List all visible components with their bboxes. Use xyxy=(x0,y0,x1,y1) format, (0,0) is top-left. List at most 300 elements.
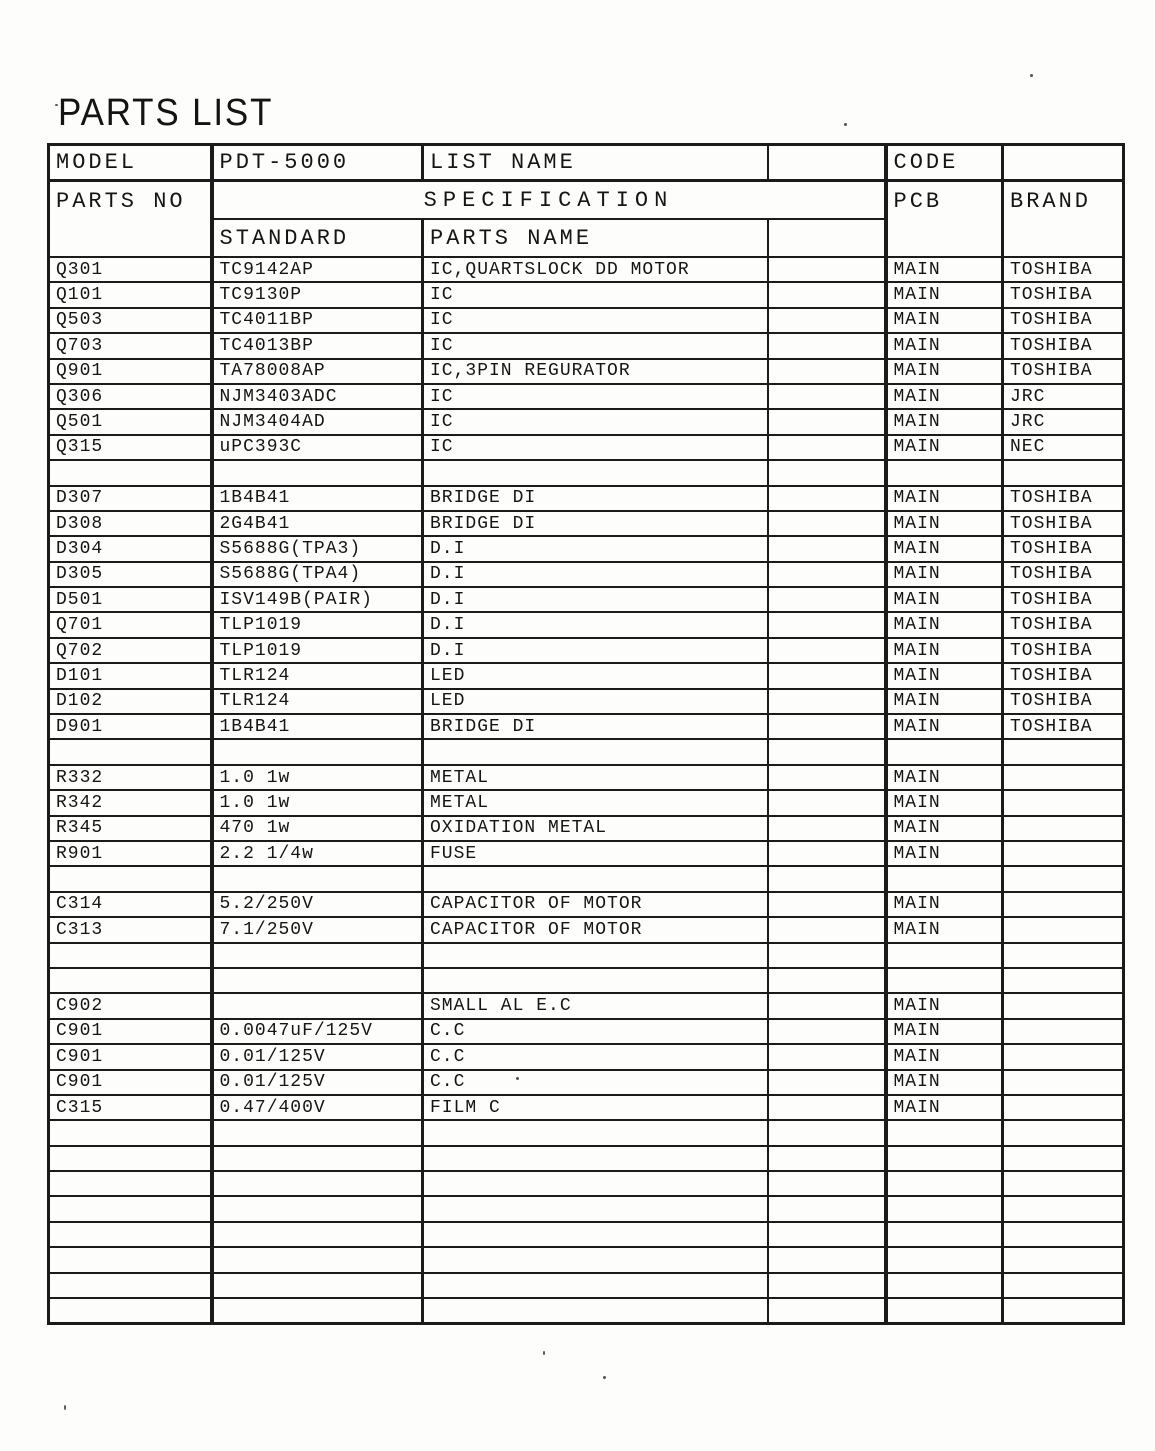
parts-name-cell: D.I xyxy=(423,612,768,637)
spacer-cell xyxy=(768,790,886,815)
parts-no-cell: Q306 xyxy=(49,384,212,409)
pcb-cell: MAIN xyxy=(886,892,1003,917)
parts-no-cell xyxy=(49,968,212,993)
brand-cell xyxy=(1003,460,1124,485)
table-row xyxy=(49,1247,1124,1272)
brand-cell: JRC xyxy=(1003,384,1124,409)
parts-name-cell xyxy=(423,866,768,891)
pcb-cell: MAIN xyxy=(886,689,1003,714)
standard-cell xyxy=(212,1298,423,1324)
parts-name-cell: BRIDGE DI xyxy=(423,486,768,511)
brand-cell: TOSHIBA xyxy=(1003,486,1124,511)
brand-cell: NEC xyxy=(1003,435,1124,460)
model-label-cell: MODEL xyxy=(49,145,212,181)
brand-cell xyxy=(1003,1273,1124,1298)
brand-cell: TOSHIBA xyxy=(1003,562,1124,587)
table-row xyxy=(49,460,1124,485)
pcb-cell: MAIN xyxy=(886,282,1003,307)
brand-cell: JRC xyxy=(1003,409,1124,434)
parts-no-cell xyxy=(49,943,212,968)
table-row xyxy=(49,866,1124,891)
table-row xyxy=(49,562,1124,587)
table-row xyxy=(49,739,1124,764)
brand-cell xyxy=(1003,1171,1124,1196)
spacer-cell xyxy=(768,943,886,968)
spacer-cell xyxy=(768,638,886,663)
brand-label-cell: BRAND xyxy=(1003,181,1124,258)
standard-cell: 470 1w xyxy=(212,816,423,841)
parts-name-cell xyxy=(423,943,768,968)
brand-cell xyxy=(1003,1298,1124,1324)
spacer-cell xyxy=(768,282,886,307)
pcb-cell: MAIN xyxy=(886,486,1003,511)
standard-cell xyxy=(212,1171,423,1196)
parts-name-cell: BRIDGE DI xyxy=(423,714,768,739)
spacer-cell xyxy=(768,1095,886,1120)
standard-cell: 1.0 1w xyxy=(212,765,423,790)
parts-name-cell: OXIDATION METAL xyxy=(423,816,768,841)
pcb-cell: MAIN xyxy=(886,612,1003,637)
table-row xyxy=(49,435,1124,460)
parts-name-cell: CAPACITOR OF MOTOR xyxy=(423,917,768,942)
parts-no-cell: Q701 xyxy=(49,612,212,637)
parts-list-table xyxy=(47,143,1125,1325)
parts-name-cell: SMALL AL E.C xyxy=(423,993,768,1018)
spacer-cell xyxy=(768,308,886,333)
pcb-cell xyxy=(886,739,1003,764)
parts-name-cell xyxy=(423,1222,768,1247)
scan-speck xyxy=(1030,74,1033,77)
pcb-cell: MAIN xyxy=(886,841,1003,866)
standard-cell: TA78008AP xyxy=(212,359,423,384)
blank-header-cell xyxy=(768,145,886,181)
spacer-cell xyxy=(768,866,886,891)
parts-name-cell: CAPACITOR OF MOTOR xyxy=(423,892,768,917)
parts-name-cell xyxy=(423,1273,768,1298)
pcb-cell: MAIN xyxy=(886,308,1003,333)
brand-cell: TOSHIBA xyxy=(1003,663,1124,688)
brand-cell xyxy=(1003,1196,1124,1221)
table-row xyxy=(49,1273,1124,1298)
standard-cell: TC9130P xyxy=(212,282,423,307)
standard-cell xyxy=(212,1273,423,1298)
standard-cell: 1B4B41 xyxy=(212,714,423,739)
brand-cell xyxy=(1003,943,1124,968)
table-row xyxy=(49,1196,1124,1221)
parts-name-cell: IC xyxy=(423,333,768,358)
pcb-cell: MAIN xyxy=(886,536,1003,561)
standard-cell: TLR124 xyxy=(212,663,423,688)
parts-name-cell: IC xyxy=(423,384,768,409)
standard-cell: 2G4B41 xyxy=(212,511,423,536)
table-row xyxy=(49,1222,1124,1247)
pcb-cell: MAIN xyxy=(886,1044,1003,1069)
scan-speck xyxy=(64,1405,66,1410)
parts-no-cell: Q501 xyxy=(49,409,212,434)
table-row xyxy=(49,663,1124,688)
parts-no-cell: D307 xyxy=(49,486,212,511)
parts-name-cell: D.I xyxy=(423,536,768,561)
table-row xyxy=(49,1044,1124,1069)
parts-no-cell: C902 xyxy=(49,993,212,1018)
pcb-cell xyxy=(886,943,1003,968)
spacer-cell xyxy=(768,384,886,409)
standard-cell: 7.1/250V xyxy=(212,917,423,942)
pcb-cell: MAIN xyxy=(886,993,1003,1018)
spacer-cell xyxy=(768,562,886,587)
parts-name-cell: IC xyxy=(423,409,768,434)
standard-cell: uPC393C xyxy=(212,435,423,460)
spacer-cell xyxy=(768,993,886,1018)
parts-name-cell: D.I xyxy=(423,638,768,663)
table-row xyxy=(49,1298,1124,1324)
brand-cell xyxy=(1003,1247,1124,1272)
parts-no-cell: C901 xyxy=(49,1070,212,1095)
spacer-cell xyxy=(768,460,886,485)
pcb-cell: MAIN xyxy=(886,714,1003,739)
spacer-cell xyxy=(768,816,886,841)
parts-name-cell: LED xyxy=(423,663,768,688)
brand-cell: TOSHIBA xyxy=(1003,587,1124,612)
spacer-cell xyxy=(768,1247,886,1272)
spacer-cell xyxy=(768,1120,886,1145)
parts-no-cell: Q901 xyxy=(49,359,212,384)
parts-name-cell: IC,QUARTSLOCK DD MOTOR xyxy=(423,257,768,282)
pcb-cell: MAIN xyxy=(886,1095,1003,1120)
standard-cell xyxy=(212,460,423,485)
brand-cell xyxy=(1003,1044,1124,1069)
spacer-cell xyxy=(768,765,886,790)
pcb-cell: MAIN xyxy=(886,359,1003,384)
standard-cell xyxy=(212,968,423,993)
table-row xyxy=(49,1171,1124,1196)
spacer-cell xyxy=(768,409,886,434)
parts-name-cell xyxy=(423,1171,768,1196)
standard-cell: S5688G(TPA4) xyxy=(212,562,423,587)
standard-cell: TLP1019 xyxy=(212,612,423,637)
table-row xyxy=(49,714,1124,739)
spacer-cell xyxy=(768,1273,886,1298)
parts-name-cell xyxy=(423,1247,768,1272)
standard-cell: 1.0 1w xyxy=(212,790,423,815)
parts-no-cell xyxy=(49,739,212,764)
brand-cell: TOSHIBA xyxy=(1003,714,1124,739)
pcb-cell xyxy=(886,1171,1003,1196)
brand-cell: TOSHIBA xyxy=(1003,689,1124,714)
spacer-cell xyxy=(768,486,886,511)
table-row xyxy=(49,587,1124,612)
parts-name-cell xyxy=(423,1120,768,1145)
standard-cell xyxy=(212,1120,423,1145)
pcb-cell: MAIN xyxy=(886,562,1003,587)
scan-speck xyxy=(55,104,58,106)
parts-no-cell xyxy=(49,1273,212,1298)
brand-cell xyxy=(1003,790,1124,815)
parts-name-cell: LED xyxy=(423,689,768,714)
list-name-label-cell: LIST NAME xyxy=(423,145,768,181)
table-row xyxy=(49,511,1124,536)
model-value-cell: PDT-5000 xyxy=(212,145,423,181)
parts-name-cell xyxy=(423,1146,768,1171)
parts-no-cell xyxy=(49,1146,212,1171)
parts-no-cell: D901 xyxy=(49,714,212,739)
parts-no-cell: R345 xyxy=(49,816,212,841)
page-title: PARTS LIST xyxy=(58,92,274,134)
table-row xyxy=(49,1019,1124,1044)
pcb-cell: MAIN xyxy=(886,257,1003,282)
parts-name-cell: C.C xyxy=(423,1019,768,1044)
standard-cell: NJM3403ADC xyxy=(212,384,423,409)
pcb-cell: MAIN xyxy=(886,435,1003,460)
standard-cell: S5688G(TPA3) xyxy=(212,536,423,561)
pcb-cell: MAIN xyxy=(886,816,1003,841)
standard-cell: TLR124 xyxy=(212,689,423,714)
parts-name-cell: C.C xyxy=(423,1044,768,1069)
parts-name-cell: BRIDGE DI xyxy=(423,511,768,536)
pcb-cell: MAIN xyxy=(886,1070,1003,1095)
parts-no-cell xyxy=(49,1120,212,1145)
parts-no-cell: D501 xyxy=(49,587,212,612)
table-row xyxy=(49,257,1124,282)
standard-label-cell: STANDARD xyxy=(212,219,423,257)
pcb-cell: MAIN xyxy=(886,638,1003,663)
brand-cell: TOSHIBA xyxy=(1003,612,1124,637)
brand-cell xyxy=(1003,739,1124,764)
spacer-cell xyxy=(768,1196,886,1221)
spacer-cell xyxy=(768,892,886,917)
spacer-cell xyxy=(768,1298,886,1324)
parts-no-cell: C313 xyxy=(49,917,212,942)
standard-cell xyxy=(212,1146,423,1171)
code-label-cell: CODE xyxy=(886,145,1003,181)
spacer-cell xyxy=(768,1171,886,1196)
parts-name-cell: D.I xyxy=(423,587,768,612)
parts-no-cell xyxy=(49,1196,212,1221)
brand-cell xyxy=(1003,892,1124,917)
pcb-cell xyxy=(886,1298,1003,1324)
parts-name-cell xyxy=(423,1196,768,1221)
parts-no-cell: R342 xyxy=(49,790,212,815)
table-row xyxy=(49,689,1124,714)
spacer-cell xyxy=(768,435,886,460)
table-row xyxy=(49,816,1124,841)
spacer-cell xyxy=(768,511,886,536)
spacer-cell xyxy=(768,841,886,866)
brand-cell xyxy=(1003,1070,1124,1095)
parts-no-cell: C315 xyxy=(49,1095,212,1120)
parts-no-cell: C314 xyxy=(49,892,212,917)
specification-label-cell: SPECIFICATION xyxy=(212,181,886,220)
table-header xyxy=(49,145,1124,258)
parts-name-cell xyxy=(423,460,768,485)
brand-cell xyxy=(1003,993,1124,1018)
parts-name-cell: FUSE xyxy=(423,841,768,866)
parts-name-cell xyxy=(423,968,768,993)
standard-cell: TLP1019 xyxy=(212,638,423,663)
parts-no-cell: D308 xyxy=(49,511,212,536)
parts-no-cell xyxy=(49,866,212,891)
table-row xyxy=(49,1095,1124,1120)
pcb-cell xyxy=(886,866,1003,891)
parts-no-label-cell: PARTS NO xyxy=(49,181,212,258)
parts-no-cell: C901 xyxy=(49,1044,212,1069)
standard-cell xyxy=(212,943,423,968)
header-row-model xyxy=(49,145,1124,181)
brand-cell: TOSHIBA xyxy=(1003,511,1124,536)
standard-cell: 0.01/125V xyxy=(212,1044,423,1069)
standard-cell xyxy=(212,1222,423,1247)
spacer-cell xyxy=(768,333,886,358)
brand-cell: TOSHIBA xyxy=(1003,536,1124,561)
spacer-cell xyxy=(768,663,886,688)
pcb-cell xyxy=(886,1146,1003,1171)
table-row xyxy=(49,892,1124,917)
brand-cell: TOSHIBA xyxy=(1003,308,1124,333)
brand-cell xyxy=(1003,1095,1124,1120)
pcb-cell: MAIN xyxy=(886,333,1003,358)
spacer-cell xyxy=(768,917,886,942)
parts-name-cell: IC xyxy=(423,435,768,460)
brand-cell xyxy=(1003,1146,1124,1171)
parts-no-cell: Q315 xyxy=(49,435,212,460)
brand-cell xyxy=(1003,968,1124,993)
table-row xyxy=(49,765,1124,790)
brand-cell: TOSHIBA xyxy=(1003,257,1124,282)
parts-no-cell: Q703 xyxy=(49,333,212,358)
scan-speck xyxy=(543,1351,545,1355)
standard-cell: ISV149B(PAIR) xyxy=(212,587,423,612)
parts-no-cell xyxy=(49,1298,212,1324)
blank-header-cell xyxy=(768,219,886,257)
table-row xyxy=(49,1146,1124,1171)
parts-no-cell xyxy=(49,1247,212,1272)
standard-cell xyxy=(212,1247,423,1272)
parts-no-cell: Q301 xyxy=(49,257,212,282)
standard-cell xyxy=(212,739,423,764)
standard-cell: 2.2 1/4w xyxy=(212,841,423,866)
scan-speck xyxy=(844,123,847,126)
pcb-cell: MAIN xyxy=(886,384,1003,409)
pcb-cell xyxy=(886,460,1003,485)
pcb-cell xyxy=(886,1273,1003,1298)
standard-cell: 0.0047uF/125V xyxy=(212,1019,423,1044)
pcb-cell: MAIN xyxy=(886,765,1003,790)
parts-name-cell: METAL xyxy=(423,790,768,815)
table-row xyxy=(49,486,1124,511)
pcb-cell: MAIN xyxy=(886,663,1003,688)
parts-name-cell: IC,3PIN REGURATOR xyxy=(423,359,768,384)
parts-no-cell: Q702 xyxy=(49,638,212,663)
table-row xyxy=(49,536,1124,561)
table-row xyxy=(49,638,1124,663)
pcb-cell xyxy=(886,1222,1003,1247)
brand-cell xyxy=(1003,765,1124,790)
table-row xyxy=(49,993,1124,1018)
parts-name-label-cell: PARTS NAME xyxy=(423,219,768,257)
parts-no-cell: D101 xyxy=(49,663,212,688)
pcb-cell: MAIN xyxy=(886,790,1003,815)
brand-cell: TOSHIBA xyxy=(1003,333,1124,358)
brand-cell xyxy=(1003,816,1124,841)
pcb-cell: MAIN xyxy=(886,587,1003,612)
parts-no-cell: Q503 xyxy=(49,308,212,333)
pcb-label-cell: PCB xyxy=(886,181,1003,258)
table-row xyxy=(49,384,1124,409)
standard-cell: TC4011BP xyxy=(212,308,423,333)
parts-name-cell: D.I xyxy=(423,562,768,587)
header-row-specification xyxy=(49,181,1124,220)
parts-name-cell: IC xyxy=(423,308,768,333)
brand-cell xyxy=(1003,1120,1124,1145)
pcb-cell: MAIN xyxy=(886,917,1003,942)
spacer-cell xyxy=(768,257,886,282)
table-row xyxy=(49,917,1124,942)
parts-name-cell xyxy=(423,739,768,764)
parts-no-cell xyxy=(49,1171,212,1196)
scan-speck xyxy=(516,1077,519,1080)
brand-cell: TOSHIBA xyxy=(1003,638,1124,663)
pcb-cell xyxy=(886,1120,1003,1145)
table-body xyxy=(49,257,1124,1324)
table-row xyxy=(49,282,1124,307)
spacer-cell xyxy=(768,359,886,384)
table-row xyxy=(49,1120,1124,1145)
parts-no-cell: D102 xyxy=(49,689,212,714)
standard-cell: NJM3404AD xyxy=(212,409,423,434)
table-row xyxy=(49,612,1124,637)
table-row xyxy=(49,943,1124,968)
table-row xyxy=(49,790,1124,815)
table-row xyxy=(49,333,1124,358)
standard-cell xyxy=(212,1196,423,1221)
parts-name-cell: METAL xyxy=(423,765,768,790)
parts-no-cell: Q101 xyxy=(49,282,212,307)
spacer-cell xyxy=(768,1019,886,1044)
parts-name-cell xyxy=(423,1298,768,1324)
parts-no-cell: C901 xyxy=(49,1019,212,1044)
spacer-cell xyxy=(768,739,886,764)
parts-no-cell: R901 xyxy=(49,841,212,866)
pcb-cell xyxy=(886,1247,1003,1272)
brand-cell xyxy=(1003,917,1124,942)
spacer-cell xyxy=(768,1146,886,1171)
parts-no-cell: R332 xyxy=(49,765,212,790)
standard-cell: 1B4B41 xyxy=(212,486,423,511)
spacer-cell xyxy=(768,1070,886,1095)
pcb-cell xyxy=(886,968,1003,993)
brand-cell: TOSHIBA xyxy=(1003,282,1124,307)
standard-cell xyxy=(212,866,423,891)
pcb-cell: MAIN xyxy=(886,1019,1003,1044)
table-row xyxy=(49,409,1124,434)
pcb-cell: MAIN xyxy=(886,511,1003,536)
standard-cell: 0.01/125V xyxy=(212,1070,423,1095)
table-row xyxy=(49,1070,1124,1095)
spacer-cell xyxy=(768,968,886,993)
pcb-cell xyxy=(886,1196,1003,1221)
spacer-cell xyxy=(768,1044,886,1069)
table-row xyxy=(49,308,1124,333)
parts-no-cell: D305 xyxy=(49,562,212,587)
standard-cell: TC4013BP xyxy=(212,333,423,358)
brand-cell: TOSHIBA xyxy=(1003,359,1124,384)
pcb-cell: MAIN xyxy=(886,409,1003,434)
standard-cell: 5.2/250V xyxy=(212,892,423,917)
spacer-cell xyxy=(768,714,886,739)
brand-cell xyxy=(1003,841,1124,866)
blank-header-cell xyxy=(1003,145,1124,181)
parts-no-cell: D304 xyxy=(49,536,212,561)
